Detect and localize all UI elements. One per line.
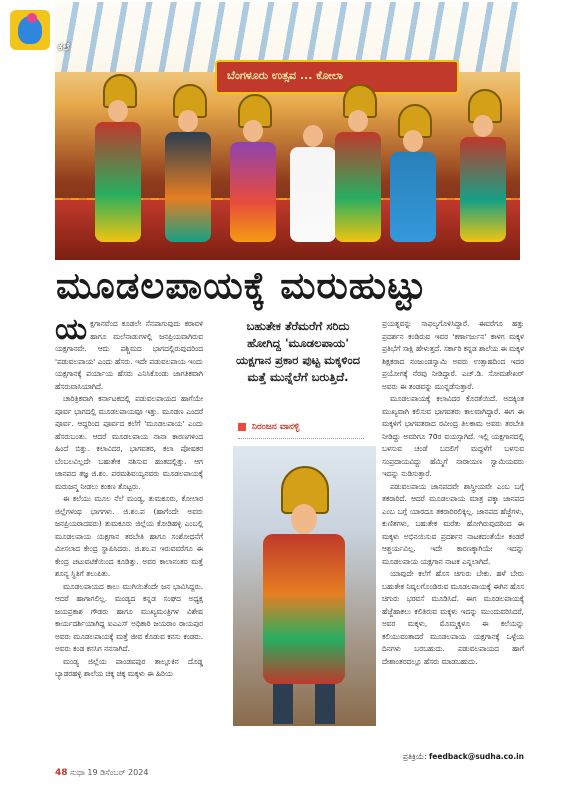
performer-figure <box>290 125 336 220</box>
banner-text: ಬೆಂಗಳೂರು ಉತ್ಸವ ... ಕೋಲಾ <box>227 69 343 82</box>
feedback-label: ಪ್ರತಿಕ್ರಿಯೆ: <box>402 752 427 761</box>
paragraph: ಯಾವುದೇ ಕಲೆಗೆ ಹೊಸ ಚಿಗುರು ಬೇಕು. ಹಳೆ ಬೇರು ಬಹುತೇಕ ನಿಷ್ಕಲಗೊಂಡಿರುವ ಮೂಡಲಪಾಯಕ್ಕೆ ಈಗಿನ ಹೊಸ ಚಿಗುರು ಭರವಸೆ ಮೂಡಿಸಿದೆ. ಈಗ ಮೂಡಲಪಾಯಕ್ಕೆ ಹೆಜ್ಜೆಹಾಕಲು ಕಲಿತಿರುವ ಮಕ್ಕಳು ಇದನ್ನು ಮುಂದುವರಿಸಿದರೆ, ಅವರ ಮಕ್ಕಳು, ಮೊಮ್ಮಕ್ಕಳೂ ಈ ಕಲೆಯನ್ನು ಕಲಿಯುವಂತಾದರೆ ಮೂಡಲಪಾಯ ಯಕ್ಷಗಾನಕ್ಕೆ ಒಳ್ಳೆಯ ದಿನಗಳು ಬರಬಹುದು. ಪಡುವಲಪಾಯದ ಹಾಗೆ ದೇಶಾಂತರದಲ್ಲೂ ಹೆಸರು ಮಾಡಬಹುದು. <box>382 569 524 666</box>
page-footer <box>55 768 148 778</box>
performer-photo <box>233 446 376 726</box>
paragraph: ಚಾರಿತ್ರಿಕವಾಗಿ ಕರ್ನಾಟಕದಲ್ಲಿ ಪಡುವಲಪಾಯದ ಹಾಗೆಯೇ ಪೂರ್ವ ಭಾಗದಲ್ಲಿ ಮೂಡಲಪಾಯವೂ ಇತ್ತು. ಮೂಡಣ ಎಂದರೆ ಪೂರ್ವ. ಆದ್ದರಿಂದ ಪೂರ್ವದ ಕಲೆಗೆ 'ಮೂಡಲಪಾಯ' ಎಂದು ಹೆಸರುಬಂತು. ಆದರೆ ಮೂಡಲಪಾಯ ನಾನಾ ಕಾರಣಗಳಿಂದ ಹಿಂದೆ ಬಿತ್ತು. ಕಲಾವಿದರ, ಭಾಗವತರ, ಕಲಾ ಪೋಷಕರ ಬೆಂಬಲವಿಲ್ಲದೇ ಬಹುತೇಕ ನಶಿಸುವ ಹಂತದಲ್ಲಿತ್ತು. ಆಗ ಜಾನಪದ ತಜ್ಞ ಜಿ.ಶಂ. ಪರಮಶಿವಯ್ಯನವರು ಮೂಡಲಪಾಯಕ್ಕೆ ಮರುಜನ್ಮ ನೀಡಲು ಕಂಕಣ ತೊಟ್ಟರು. <box>55 394 203 491</box>
performer-figure <box>165 110 211 220</box>
top-photo <box>55 2 520 260</box>
sudha-logo-icon <box>10 10 50 50</box>
square-bullet-icon <box>238 423 246 431</box>
paragraph: ಈ ಕಲೆಯು ಮೂಲ ನೆಲೆ ಮಂಡ್ಯ, ತುಮಕೂರು, ಕೋಲಾರ ಜಿಲ್ಲೆಗಳಂಥ ಭಾಗಗಳು. ಜಿ.ಶಂ.ಪ (ಹಾಗೆಂದೇ ಅವರು ಜನಪ್ರಿಯರಾದವರು) ತುಮಕೂರು ಜಿಲ್ಲೆಯ ಕೋಡಿಹಳ್ಳಿ ಎಂಬಲ್ಲಿ ಮೂಡಲಪಾಯ ಯಕ್ಷಗಾನ ತರಬೇತಿ ಹಾಗೂ ಸಂಶೋಧನೆಗೆ ಮೀಸಲಾದ ಕೇಂದ್ರ ಸ್ಥಾಪಿಸಿದರು. ಜಿ.ಶಂ.ಪ ಇರುವವರೆಗೂ ಈ ಕೇಂದ್ರ ಚಟುವಟಿಕೆಯಿಂದ ಕೂಡಿತ್ತು. ಅವರ ಕಾಲಾನಂತರ ಮತ್ತೆ ಶೂನ್ಯ ಸ್ಥಿತಿಗೆ ತಲುಪಿತು. <box>55 494 203 578</box>
performer-figure <box>95 100 141 220</box>
footer-text: ಸುಧಾ 19 ಡಿಸೆಂಬರ್ 2024 <box>70 768 149 777</box>
divider <box>238 438 364 439</box>
article-column-3 <box>382 318 524 668</box>
author-byline <box>238 422 299 432</box>
paragraph: ಪ್ರಯತ್ನವನ್ನು ಸಾಫಲ್ಯಗೊಳಿಸಿದ್ದಾರೆ. ಈವರೆಗೂ ಹತ್ತು ಪ್ರದರ್ಶನ ಕಂಡಿರುವ ಇವರ 'ಕರ್ಣಾರ್ಜುನ' ಕಾಳಗ ಮಕ್ಕಳ ಪ್ರತಿಭೆಗೆ ಸಾಕ್ಷಿ ಹೇಳುತ್ತದೆ. ಸರ್ಕಾರಿ ಕನ್ನಡ ಶಾಲೆಯ ಈ ಮಕ್ಕಳ ಶಿಕ್ಷಕರಾದ ನಂಜುಂಡಸ್ವಾಮಿ ಅವರು ಉತ್ಸಾಹದಿಂದ ಇದರ ಪ್ರಯೋಗಕ್ಕೆ ನೆರವು ನೀಡಿದ್ದಾರೆ. ಎಚ್.ಡಿ. ಸೋಮಶೇಖರ್ ಅವರು ಈ ತಂಡವನ್ನು ಮುನ್ನಡೆಸುತ್ತಾರೆ. <box>382 319 524 391</box>
paragraph: ಮೂಡಲಪಾಯದ ಕಾಲು ಮುಗಿಯಿತೆಂದೇ ಜನ ಭಾವಿಸಿದ್ದರು. ಆದರೆ ಹಾಗಾಗಲಿಲ್ಲ. ಮಂಡ್ಯದ ಕನ್ನಡ ಸಂಘದ ಅಧ್ಯಕ್ಷ ಜಯಪ್ರಕಾಶ ಗೌಡರು ಹಾಗೂ ಮುಖ್ಯಮಂತ್ರಿಗಳ ವಿಶೇಷ ಕಾರ್ಯದರ್ಶಿಯಾಗಿದ್ದ ಐಎಎಸ್ ಅಧಿಕಾರಿ ಜಯರಾಂ ರಾಯಪುರ ಅವರು ಮೂಡಲಪಾಯಕ್ಕೆ ಮತ್ತೆ ಜೀವ ಕೊಡುವ ಕನಸು ಕಂಡರು. ಅವರು ಕಂಡ ಕನಸಿಗ ನನಸಾಗಿದೆ. <box>55 581 203 653</box>
section-label: ಕಲೆ <box>58 42 70 53</box>
paragraph: ಪಡುವಲಪಾಯ ಜಾನಪದವೇ ಶಾಸ್ತ್ರೀಯವೇ ಎಂಬ ಬಗ್ಗೆ ತಕರಾರಿದೆ. ಆದರೆ ಮೂಡಲಪಾಯ ಮಾತ್ರ ಪಕ್ಕಾ ಜಾನಪದ ಎಂಬ ಬಗ್ಗೆ ಯಾರದೂ ತಕರಾರಿರಲಿಕ್ಕಿಲ್ಲ. ಜಾನಪದ ಹೆಜ್ಜೆಗಳು, ಕುಣಿತಗಳು, ಬಹುತೇಕ ಮರೆತು ಹೋಗಿರುವುದರಿಂದ ಈ ಮಕ್ಕಳು ಅಭಿನಯಿಸುವ ಪ್ರದರ್ಶನ ನಾಟಕದಂತೆಯೇ ಕಂಡರೆ ಆಶ್ಚರ್ಯವಿಲ್ಲ. ಇದೇ ಕಾರಣಕ್ಕಾಗಿಯೇ ಇದನ್ನು ಮೂಡಲಪಾಯ ಯಕ್ಷಗಾನ ನಾಟಕ ಎನ್ನಲಾಗಿದೆ. <box>382 481 524 566</box>
feedback-email[interactable]: feedback@sudha.co.in <box>429 752 524 761</box>
paragraph: ಕ್ಷಗಾನವೆಂದ ಕೂಡಲೇ ನೆನಪಾಗುವುದು ಕರಾವಳಿ ಹಾಗೂ ಮಲೆನಾಡುಗಳಲ್ಲಿ ಜನಪ್ರಿಯವಾಗಿರುವ ಯಕ್ಷಗಾನವೇ. ಆದು ಪಶ್ಚಿಮದ ಭಾಗದಲ್ಲಿರುವುದರಿಂದ 'ಪಡುವಲಪಾಯ' ಎಂದು ಹೆಸರು. ಇದೇ ಪಡುವಲಪಾಯ ಇಂದು ಯಕ್ಷಗಾನಕ್ಕೆ ಪರ್ಯಾಯ ಹೆಸರು ಎನಿಸಿಕೊಂಡು ಜಾಗತಿಕವಾಗಿ ಹೆಸರುವಾಸಿಯಾಗಿದೆ. <box>55 319 203 391</box>
feedback-line <box>382 752 524 762</box>
drop-cap: ಯ <box>55 312 88 347</box>
article-column-1 <box>55 312 203 681</box>
performer-figure <box>230 120 276 220</box>
pull-quote: ಬಹುತೇಕ ತೆರೆಮರೆಗೆ ಸರಿದು ಹೋಗಿದ್ದ 'ಮೂಡಲಪಾಯ' ಯಕ್ಷಗಾನ ಪ್ರಕಾರ ಪುಟ್ಟ ಮಕ್ಕಳಿಂದ ಮತ್ತೆ ಮುನ್ನೆಲೆಗೆ ಬರುತ್ತಿದೆ. <box>235 319 361 384</box>
paragraph: ಮೂಡಲಪಾಯಕ್ಕೆ ಕಲಾವಿದರ ಕೊರತೆಯಿದೆ. ಅದಕ್ಕಿಂತ ಮುಖ್ಯವಾಗಿ ಕಲಿಸುವ ಭಾಗವತರು ಕಾಲವಾಗಿದ್ದಾರೆ. ಈಗ ಈ ಮಕ್ಕಳಿಗೆ ಭಾಗವತರಾದ ರವೀಂದ್ರ ತಿಲಕಾಮ ಅವರು ತರಬೇತಿ ನೀಡಿದ್ದು ಅವರಿಗೂ 70ರ ವಯಸ್ಸಾಗಿದೆ. ಇಲ್ಲಿ ಯಕ್ಷಗಾನದಲ್ಲಿ ಬಳಸುವ ಚಂಡೆ ಬದಲಿಗೆ ಮದ್ದಳೆಗೆ ಬಳಸುವ ಸಂಪ್ರದಾಯವಿದ್ದು ಹೆಮ್ಮಿಗೆ ನಾರಾಯಣ ಸ್ವಾಮಿಯವರು ಇದನ್ನು ನುಡಿಸುತ್ತಾರೆ. <box>382 394 524 478</box>
page-number: 48 <box>55 768 68 778</box>
performer-figure <box>390 130 436 220</box>
stage-banner <box>215 60 459 94</box>
performer-figure <box>335 110 381 220</box>
article-title: ಮೂಡಲಪಾಯಕ್ಕೆ ಮರುಹುಟ್ಟು <box>56 264 427 307</box>
author-name: ನಿರಂಜನ ವಾನಳ್ಳಿ <box>252 422 300 432</box>
paragraph: ಮಂಡ್ಯ ಜಿಲ್ಲೆಯ ಪಾಂಡವಪುರ ತಾಲ್ಲೂಕಿನ ದೊಡ್ಡ ಬ್ಯಾಡರಹಳ್ಳಿ ಶಾಲೆಯ ಚಿಕ್ಕ ಚಿಕ್ಕ ಮಕ್ಕಳು ಈ ಹಿರಿಯ <box>55 656 203 678</box>
performer-figure <box>460 115 506 220</box>
